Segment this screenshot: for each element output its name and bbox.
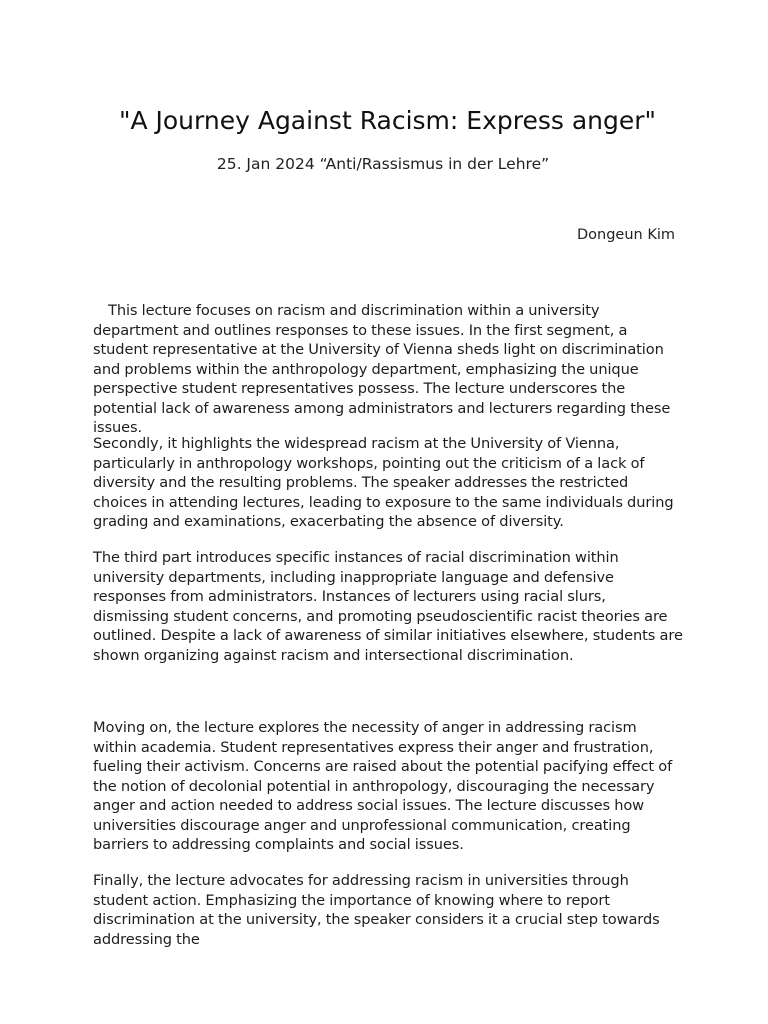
document-subtitle: 25. Jan 2024 “Anti/Rassismus in der Lehre” (216, 155, 550, 173)
paragraph-final: Finally, the lecture advocates for addressing racism in universities through student action. Emphasizing the importance of knowing where to report discrimination at the university, the speaker considers it a crucial step towards addressing the (93, 872, 660, 948)
author-name: Dongeun Kim (576, 227, 675, 243)
paragraph-intro: This lecture focuses on racism and discrimination within a university department and outlines responses to these issues. In the first segment, a student representative at the University of Vienna sheds light on discrimination and problems within the anthropology department, emphasizing the unique perspective student representatives possess. The lecture underscores the potential lack of awareness among administrators and lecturers regarding these issues. (93, 302, 671, 436)
paragraph-second: Secondly, it highlights the widespread racism at the University of Vienna, particularly in anthropology workshops, pointing out the criticism of a lack of diversity and the resulting problems. The speaker addresses the restricted choices in attending lectures, leading to exposure to the same individuals during grading and examinations, exacerbating the absence of diversity. (93, 435, 674, 530)
document-title: "A Journey Against Racism: Express anger" (118, 106, 657, 135)
paragraph-fourth: Moving on, the lecture explores the necessity of anger in addressing racism within academia. Student representatives express their anger and frustration, fueling their activism. Concerns are raised about the potential pacifying effect of the notion of decolonial potential in anthropology, discouraging the necessary anger and action needed to address social issues. The lecture discusses how universities discourage anger and unprofessional communication, creating barriers to addressing complaints and social issues. (93, 719, 673, 853)
paragraph-third: The third part introduces specific instances of racial discrimination within university departments, including inappropriate language and defensive responses from administrators. Instances of lecturers using racial slurs, dismissing student concerns, and promoting pseudoscientific racist theories are outlined. Despite a lack of awareness of similar initiatives elsewhere, students are shown organizing against racism and intersectional discrimination. (93, 549, 683, 664)
